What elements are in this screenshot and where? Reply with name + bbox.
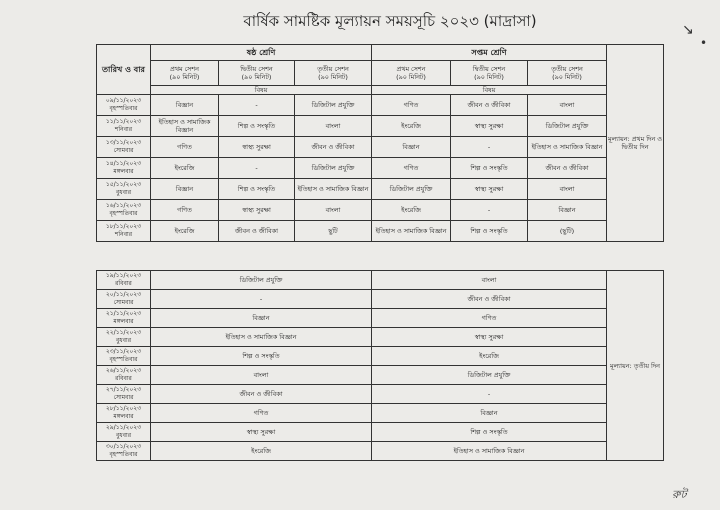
session-header <box>295 61 372 86</box>
subject-cell: ইংরেজি <box>372 116 451 137</box>
date-value: ২৮/১১/২০২৩ <box>105 405 142 412</box>
date-value: ২২/১১/২০২৩ <box>105 329 142 336</box>
session-header <box>451 61 528 86</box>
date-cell <box>97 309 151 328</box>
subject-cell: গণিত <box>151 137 219 158</box>
tick-mark: ↘ <box>682 22 694 38</box>
class7-subject-cell: স্বাস্থ্য সুরক্ষা <box>372 328 607 347</box>
subject-cell: জীবন ও জীবিকা <box>219 221 295 242</box>
subject-cell: ইংরেজি <box>151 221 219 242</box>
part2-assessment-note: মূল্যায়ন: তৃতীয় দিন <box>607 271 664 461</box>
subject-label-class6: বিষয় <box>151 86 372 95</box>
day-value: বুধবার <box>115 337 132 344</box>
day-value: মঙ্গলবার <box>113 168 134 175</box>
subject-cell: ডিজিটাল প্রযুক্তি <box>295 95 372 116</box>
subject-cell: ডিজিটাল প্রযুক্তি <box>295 158 372 179</box>
day-value: বৃহস্পতিবার <box>109 210 138 217</box>
date-value: ২৯/১১/২০২৩ <box>105 424 142 431</box>
subject-cell: ইতিহাস ও সামাজিক বিজ্ঞান <box>528 137 607 158</box>
table-row <box>97 158 664 179</box>
class6-subject-cell: - <box>151 290 372 309</box>
subject-cell: স্বাস্থ্য সুরক্ষা <box>451 116 528 137</box>
class7-subject-cell: গণিত <box>372 309 607 328</box>
date-cell <box>97 158 151 179</box>
session-name: দ্বিতীয় সেশন <box>472 65 506 73</box>
subject-cell: স্বাস্থ্য সুরক্ষা <box>451 179 528 200</box>
subject-cell: ছুটি <box>295 221 372 242</box>
session-header <box>528 61 607 86</box>
day-value: সোমবার <box>113 394 134 401</box>
date-cell <box>97 385 151 404</box>
date-value: ০৯/১১/২০২৩ <box>105 97 142 104</box>
subject-cell: বিজ্ঞান <box>528 200 607 221</box>
subject-cell: ইতিহাস ও সামাজিক বিজ্ঞান <box>295 179 372 200</box>
table-row <box>97 385 664 404</box>
date-cell <box>97 179 151 200</box>
session-header <box>151 61 219 86</box>
day-value: রবিবার <box>115 280 132 287</box>
date-cell <box>97 200 151 221</box>
subject-cell: বাংলা <box>528 179 607 200</box>
class7-subject-cell: জীবন ও জীবিকা <box>372 290 607 309</box>
date-cell <box>97 290 151 309</box>
date-value: ২০/১১/২০২৩ <box>105 291 142 298</box>
date-cell <box>97 137 151 158</box>
table-row <box>97 221 664 242</box>
subject-cell: - <box>219 95 295 116</box>
day-value: শনিবার <box>114 231 133 238</box>
page-title: বার্ষিক সামষ্টিক মূল্যায়ন সময়সূচি ২০২৩ (মাদ্রাসা) <box>243 12 537 30</box>
date-cell <box>97 366 151 385</box>
class7-subject-cell: ডিজিটাল প্রযুক্তি <box>372 366 607 385</box>
session-header <box>372 61 451 86</box>
class6-subject-cell: বিজ্ঞান <box>151 309 372 328</box>
subject-cell: - <box>451 137 528 158</box>
class6-subject-cell: স্বাস্থ্য সুরক্ষা <box>151 423 372 442</box>
table-row <box>97 404 664 423</box>
handwritten-signature: রুট <box>672 488 687 501</box>
day-value: বৃহস্পতিবার <box>109 105 138 112</box>
date-value: ১৩/১১/২০২৩ <box>105 139 142 146</box>
class6-subject-cell: গণিত <box>151 404 372 423</box>
class6-subject-cell: ইংরেজি <box>151 442 372 461</box>
subject-cell: জীবন ও জীবিকা <box>295 137 372 158</box>
subject-cell: শিল্প ও সংস্কৃতি <box>219 116 295 137</box>
table-row <box>97 366 664 385</box>
class7-subject-cell: শিল্প ও সংস্কৃতি <box>372 423 607 442</box>
subject-cell: বিজ্ঞান <box>151 179 219 200</box>
subject-cell: বিজ্ঞান <box>372 137 451 158</box>
table-row <box>97 442 664 461</box>
table-row <box>97 137 664 158</box>
subject-cell: বাংলা <box>295 200 372 221</box>
subject-cell: শিল্প ও সংস্কৃতি <box>219 179 295 200</box>
day-value: বৃহস্পতিবার <box>109 451 138 458</box>
class6-subject-cell: বাংলা <box>151 366 372 385</box>
class7-header: সপ্তম শ্রেণি <box>372 45 607 61</box>
table-row <box>97 423 664 442</box>
session-duration: (৯০ মিনিট) <box>552 73 582 81</box>
session-name: তৃতীয় সেশন <box>317 65 349 73</box>
dot-mark: • <box>700 36 708 50</box>
schedule-table-part2 <box>96 270 664 461</box>
class7-subject-cell: ইতিহাস ও সামাজিক বিজ্ঞান <box>372 442 607 461</box>
date-value: ১৮/১১/২০২৩ <box>105 223 142 230</box>
subject-cell: গণিত <box>151 200 219 221</box>
subject-cell: - <box>219 158 295 179</box>
table-row <box>97 328 664 347</box>
class6-subject-cell: শিল্প ও সংস্কৃতি <box>151 347 372 366</box>
subject-cell: শিল্প ও সংস্কৃতি <box>451 221 528 242</box>
subject-cell: শিল্প ও সংস্কৃতি <box>451 158 528 179</box>
class7-subject-cell: বাংলা <box>372 271 607 290</box>
subject-cell: গণিত <box>372 158 451 179</box>
date-cell <box>97 271 151 290</box>
table-row <box>97 290 664 309</box>
day-value: বৃহস্পতিবার <box>109 356 138 363</box>
date-value: ১৯/১১/২০২৩ <box>105 272 142 279</box>
subject-cell: বিজ্ঞান <box>151 95 219 116</box>
session-name: প্রথম সেশন <box>170 65 199 73</box>
subject-cell: গণিত <box>372 95 451 116</box>
day-value: সোমবার <box>113 299 134 306</box>
day-value: মঙ্গলবার <box>113 413 134 420</box>
date-value: ২১/১১/২০২৩ <box>105 310 142 317</box>
subject-cell: ইংরেজি <box>151 158 219 179</box>
date-cell <box>97 328 151 347</box>
day-value: মঙ্গলবার <box>113 318 134 325</box>
date-cell <box>97 423 151 442</box>
date-value: ২৬/১১/২০২৩ <box>105 367 142 374</box>
table-row <box>97 95 664 116</box>
subject-cell: বাংলা <box>528 95 607 116</box>
subject-cell: স্বাস্থ্য সুরক্ষা <box>219 200 295 221</box>
date-value: ৩০/১১/২০২৩ <box>105 443 142 450</box>
subject-cell: জীবন ও জীবিকা <box>528 158 607 179</box>
day-value: রবিবার <box>115 375 132 382</box>
session-duration: (৯০ মিনিট) <box>241 73 272 81</box>
date-value: ১৬/১১/২০২৩ <box>105 202 142 209</box>
session-name: প্রথম সেশন <box>396 65 426 73</box>
date-cell <box>97 116 151 137</box>
subject-label-class7: বিষয় <box>372 86 607 95</box>
class7-subject-cell: বিজ্ঞান <box>372 404 607 423</box>
session-name: তৃতীয় সেশন <box>551 65 583 73</box>
date-value: ১১/১১/২০২৩ <box>105 118 142 125</box>
date-value: ২৩/১১/২০২৩ <box>105 348 142 355</box>
subject-cell: ডিজিটাল প্রযুক্তি <box>372 179 451 200</box>
part1-assessment-note: মূল্যায়ন: প্রথম দিন ও দ্বিতীয় দিন <box>607 45 664 242</box>
class7-subject-cell: ইংরেজি <box>372 347 607 366</box>
class6-subject-cell: ডিজিটাল প্রযুক্তি <box>151 271 372 290</box>
session-duration: (৯০ মিনিট) <box>396 73 426 81</box>
date-day-header: তারিখ ও বার <box>97 45 151 95</box>
subject-cell: স্বাস্থ্য সুরক্ষা <box>219 137 295 158</box>
schedule-table-part1 <box>96 44 664 242</box>
subject-cell: ইতিহাস ও সামাজিক বিজ্ঞান <box>151 116 219 137</box>
day-value: বুধবার <box>115 432 132 439</box>
session-duration: (৯০ মিনিট) <box>169 73 200 81</box>
subject-cell: ডিজিটাল প্রযুক্তি <box>528 116 607 137</box>
session-duration: (৯০ মিনিট) <box>474 73 504 81</box>
session-name: দ্বিতীয় সেশন <box>240 65 273 73</box>
class6-header: ষষ্ঠ শ্রেণি <box>151 45 372 61</box>
subject-cell: ইংরেজি <box>372 200 451 221</box>
table-row <box>97 271 664 290</box>
date-cell <box>97 95 151 116</box>
day-value: বুধবার <box>115 189 132 196</box>
date-value: ১৫/১১/২০২৩ <box>105 181 142 188</box>
date-cell <box>97 442 151 461</box>
subject-cell: - <box>451 200 528 221</box>
class6-subject-cell: জীবন ও জীবিকা <box>151 385 372 404</box>
date-value: ২৭/১১/২০২৩ <box>105 386 142 393</box>
table-row <box>97 200 664 221</box>
session-duration: (৯০ মিনিট) <box>318 73 348 81</box>
date-cell <box>97 404 151 423</box>
table-row <box>97 347 664 366</box>
subject-cell: জীবন ও জীবিকা <box>451 95 528 116</box>
session-header <box>219 61 295 86</box>
class6-subject-cell: ইতিহাস ও সামাজিক বিজ্ঞান <box>151 328 372 347</box>
day-value: সোমবার <box>113 147 134 154</box>
class7-subject-cell: - <box>372 385 607 404</box>
subject-cell: ইতিহাস ও সামাজিক বিজ্ঞান <box>372 221 451 242</box>
day-value: শনিবার <box>114 126 133 133</box>
table-row <box>97 116 664 137</box>
date-cell <box>97 221 151 242</box>
table-row <box>97 309 664 328</box>
date-cell <box>97 347 151 366</box>
date-value: ১৪/১১/২০২৩ <box>105 160 142 167</box>
subject-cell: বাংলা <box>295 116 372 137</box>
table-row <box>97 179 664 200</box>
subject-cell: (ছুটি) <box>528 221 607 242</box>
